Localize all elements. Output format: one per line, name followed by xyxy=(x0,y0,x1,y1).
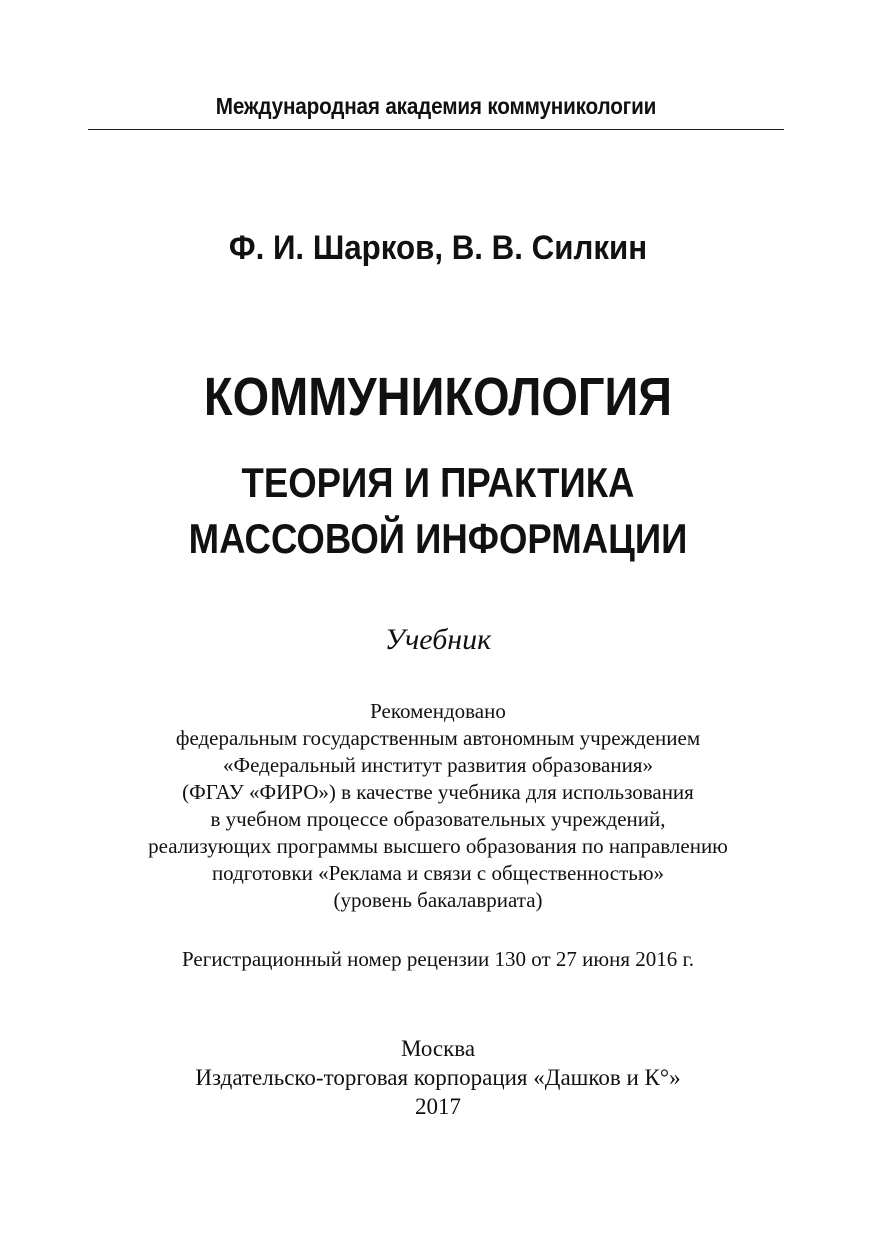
registration-number: Регистрационный номер рецензии 130 от 27 июня 2016 г. xyxy=(181,947,694,971)
recommendation-line: подготовки «Реклама и связи с общественностью» xyxy=(211,861,665,885)
book-genre: Учебник xyxy=(384,623,492,656)
imprint xyxy=(0,1034,876,1121)
academy-name: Международная академия коммуникологии xyxy=(215,93,657,119)
imprint-city: Москва xyxy=(400,1036,476,1061)
recommendation-line: (уровень бакалавриата) xyxy=(333,888,543,912)
recommendation-line: (ФГАУ «ФИРО») в качестве учебника для использования xyxy=(182,780,694,804)
header-divider xyxy=(88,129,784,130)
subtitle-line: МАССОВОЙ ИНФОРМАЦИИ xyxy=(188,515,688,562)
authors: Ф. И. Шарков, В. В. Силкин xyxy=(228,229,648,267)
recommendation-line: в учебном процессе образовательных учреждений, xyxy=(210,807,666,831)
imprint-publisher: Издательско-торговая корпорация «Дашков и К°» xyxy=(195,1065,681,1090)
book-subtitle xyxy=(57,455,819,567)
subtitle-line: ТЕОРИЯ И ПРАКТИКА xyxy=(241,459,635,506)
recommendation-line: федеральным государственным автономным учреждением xyxy=(175,726,701,750)
imprint-year: 2017 xyxy=(415,1094,461,1119)
recommendation-line: Рекомендовано xyxy=(370,699,506,723)
recommendation-block xyxy=(0,698,876,914)
recommendation-line: «Федеральный институт развития образования» xyxy=(223,753,653,777)
recommendation-line: реализующих программы высшего образования по направлению xyxy=(148,834,728,858)
book-title: КОММУНИКОЛОГИЯ xyxy=(203,367,673,427)
